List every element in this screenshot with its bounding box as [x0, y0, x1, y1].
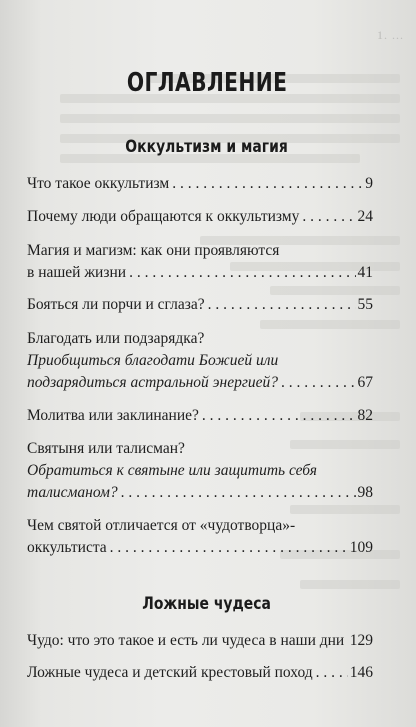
- toc-entry-page: 109: [349, 539, 373, 556]
- toc-entry-title: оккультиста: [27, 539, 107, 556]
- toc-entry-title: подзарядиться астральной энергией?: [27, 374, 279, 391]
- toc-entry-page: 82: [357, 407, 373, 424]
- toc-entry: [27, 208, 373, 226]
- toc-entry-title: Молитва или заклинание?: [27, 407, 199, 424]
- toc-entry-page: 24: [357, 208, 373, 225]
- toc-entry-title: Почему люди обращаются к оккультизму: [27, 208, 300, 225]
- running-head: 1. ...: [377, 28, 404, 42]
- toc-entry-subtitle: Приобщиться благодати Божией или: [27, 352, 279, 369]
- toc-entry-page: 41: [357, 264, 373, 281]
- dot-leader: [281, 374, 355, 392]
- toc-entry-line: Магия и магизм: как они проявляются: [27, 242, 280, 259]
- toc-entry-title: Бояться ли порчи и сглаза?: [27, 296, 205, 313]
- toc-entry: [27, 296, 373, 314]
- dot-leader: [316, 664, 348, 682]
- toc-entry-page: 67: [357, 374, 373, 391]
- toc-entry-title: талисманом?: [27, 484, 118, 501]
- dot-leader: [347, 632, 348, 650]
- dot-leader: [129, 264, 355, 282]
- toc-entry-title: в нашей жизни: [27, 264, 127, 281]
- toc-entry: [27, 374, 373, 392]
- page-title: ОГЛАВЛЕНИЕ: [126, 68, 288, 98]
- section-heading-occultism: Оккультизм и магия: [125, 137, 288, 157]
- toc-entry-line: Святыня или талисман?: [27, 440, 185, 457]
- toc-entry: [27, 632, 373, 650]
- dot-leader: [302, 208, 355, 226]
- toc-entry: [27, 664, 373, 682]
- toc-entry: [27, 175, 373, 193]
- dot-leader: [110, 539, 348, 557]
- toc-entry-title: Чудо: что это такое и есть ли чудеса в наши дни: [27, 632, 345, 649]
- toc-entry: [27, 264, 373, 282]
- toc-entry-page: 98: [357, 484, 373, 501]
- toc-entry-page: 146: [349, 664, 373, 681]
- toc-entry-page: 9: [365, 175, 373, 192]
- dot-leader: [172, 175, 363, 193]
- toc-entry: [27, 484, 373, 502]
- section-heading-false-miracles: Ложные чудеса: [142, 594, 271, 614]
- toc-entry-subtitle: Обратиться к святыне или защитить себя: [27, 462, 317, 479]
- toc-entry: [27, 407, 373, 425]
- toc-entry-page: 55: [357, 296, 373, 313]
- dot-leader: [121, 484, 356, 502]
- dot-leader: [202, 407, 356, 425]
- dot-leader: [208, 296, 356, 314]
- toc-entry-line: Благодать или подзарядка?: [27, 330, 205, 347]
- toc-entry-title: Ложные чудеса и детский крестовый поход: [27, 664, 313, 681]
- toc-entry-title: Что такое оккультизм: [27, 175, 170, 192]
- toc-entry-line: Чем святой отличается от «чудотворца»-: [27, 517, 296, 534]
- toc-entry: [27, 539, 373, 557]
- toc-entry-page: 129: [349, 632, 373, 649]
